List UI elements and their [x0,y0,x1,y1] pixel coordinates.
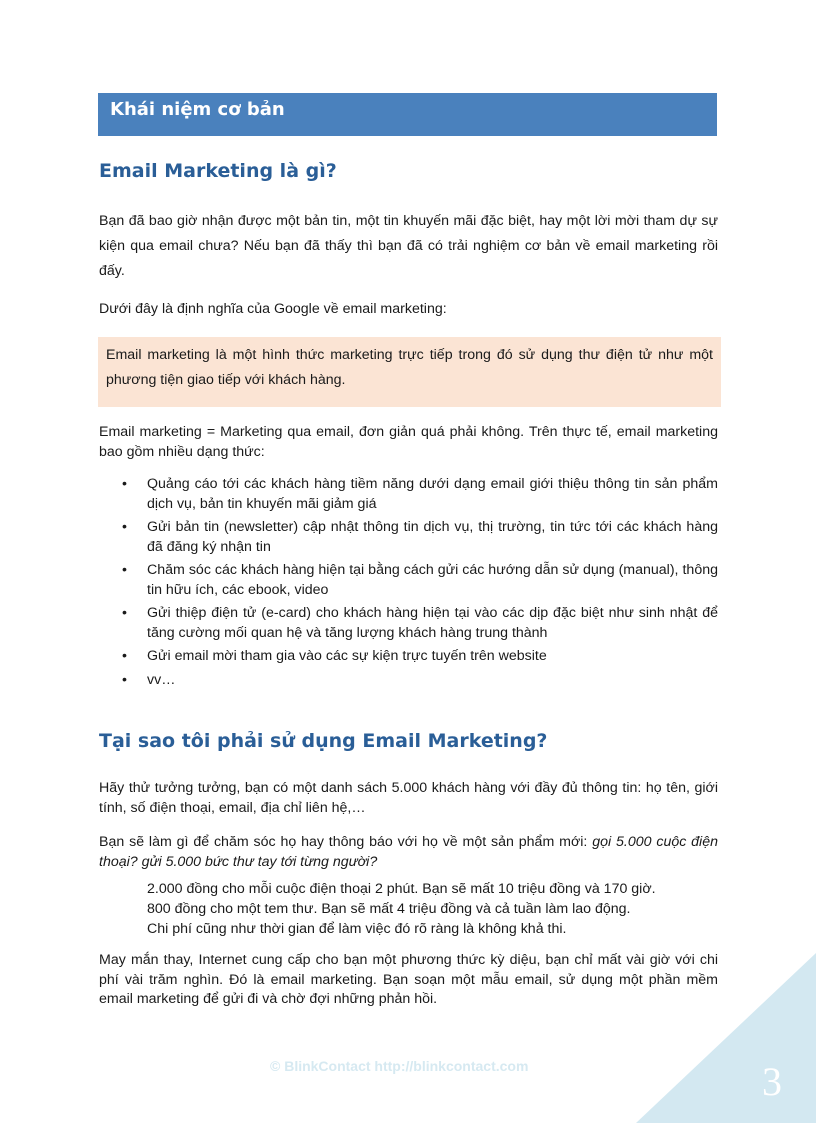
list-item [99,671,718,691]
heading-what-is-email-marketing: Email Marketing là gì? [99,160,337,182]
question-paragraph [99,833,718,872]
bullet-icon: • [122,562,127,578]
definition-quote-text: Email marketing là một hình thức marketing trực tiếp trong đó sử dụng thư điện tử như một phương tiện giao tiếp với khách hàng. [106,347,713,388]
list-item-text: Gửi email mời tham gia vào các sự kiện trực tuyến trên website [147,648,547,664]
list-item-text: Gửi bản tin (newsletter) cập nhật thông tin dịch vụ, thị trường, tin tức tới các khách hàng đã đăng ký nhận tin [147,519,718,555]
footer-copyright: © BlinkContact http://blinkcontact.com [270,1058,529,1074]
intro-paragraph: Bạn đã bao giờ nhận được một bản tin, một tin khuyến mãi đặc biệt, hay một lời mời tham dự sự kiện qua email chưa? Nếu bạn đã thấy thì bạn đã có trải nghiệm cơ bản về email marketing rồi đấy. [99,213,718,279]
definition-lead: Dưới đây là định nghĩa của Google về email marketing: [99,301,447,317]
list-item-text: Gửi thiệp điện tử (e-card) cho khách hàng hiện tại vào các dịp đặc biệt như sinh nhật để tăng cường mối quan hệ và tăng lượng khách hàng trung thành [147,605,718,641]
list-item-text: vv… [147,671,176,688]
list-item [99,604,718,643]
list-item [99,475,718,514]
bullet-icon: • [122,648,127,664]
forms-list [99,475,718,694]
heading-why-email-marketing: Tại sao tôi phải sử dụng Email Marketing? [99,730,548,752]
page-number: 3 [762,1059,782,1104]
question-italic: gọi 5.000 cuộc điện thoại? gửi 5.000 bức thư tay tới từng người? [99,834,718,870]
cost-comparison [147,879,717,939]
cost-line-conclusion: Chi phí cũng như thời gian để làm việc đó rõ ràng là không khả thi. [147,921,567,937]
section-banner: Khái niệm cơ bản [98,93,717,136]
list-item [99,518,718,557]
cost-line-phone: 2.000 đồng cho mỗi cuộc điện thoại 2 phút. Bạn sẽ mất 10 triệu đồng và 170 giờ. [147,881,656,897]
bullet-icon: • [122,476,127,492]
definition-quote-box [98,337,721,407]
list-item [99,561,718,600]
list-item-text: Chăm sóc các khách hàng hiện tại bằng cách gửi các hướng dẫn sử dụng (manual), thông tin hữu ích, các ebook, video [147,562,718,598]
question-text: Bạn sẽ làm gì để chăm sóc họ hay thông báo với họ về một sản phẩm mới: [99,834,593,850]
imagine-paragraph: Hãy thử tưởng tưởng, bạn có một danh sách 5.000 khách hàng với đầy đủ thông tin: họ tên, giới tính, số điện thoại, email, địa chỉ liên hệ,… [99,780,718,816]
list-item [99,647,718,667]
bullet-icon: • [122,519,127,535]
conclusion-paragraph: May mắn thay, Internet cung cấp cho bạn một phương thức kỳ diệu, bạn chỉ mất vài giờ với chi phí vài trăm nghìn. Đó là email marketing. Bạn soạn một mẫu email, sử dụng một phần mềm email marketing để gửi đi và chờ đợi những phản hồi. [99,952,718,1007]
cost-line-mail: 800 đồng cho một tem thư. Bạn sẽ mất 4 triệu đồng và cả tuần làm lao động. [147,901,631,917]
bullet-icon: • [122,605,127,621]
page-corner-decoration [636,953,816,1123]
bullet-icon: • [122,671,127,688]
forms-intro: Email marketing = Marketing qua email, đơn giản quá phải không. Trên thực tế, email marketing bao gồm nhiều dạng thức: [99,424,718,460]
list-item-text: Quảng cáo tới các khách hàng tiềm năng dưới dạng email giới thiệu thông tin sản phẩm dịch vụ, bản tin khuyến mãi giảm giá [147,476,718,512]
